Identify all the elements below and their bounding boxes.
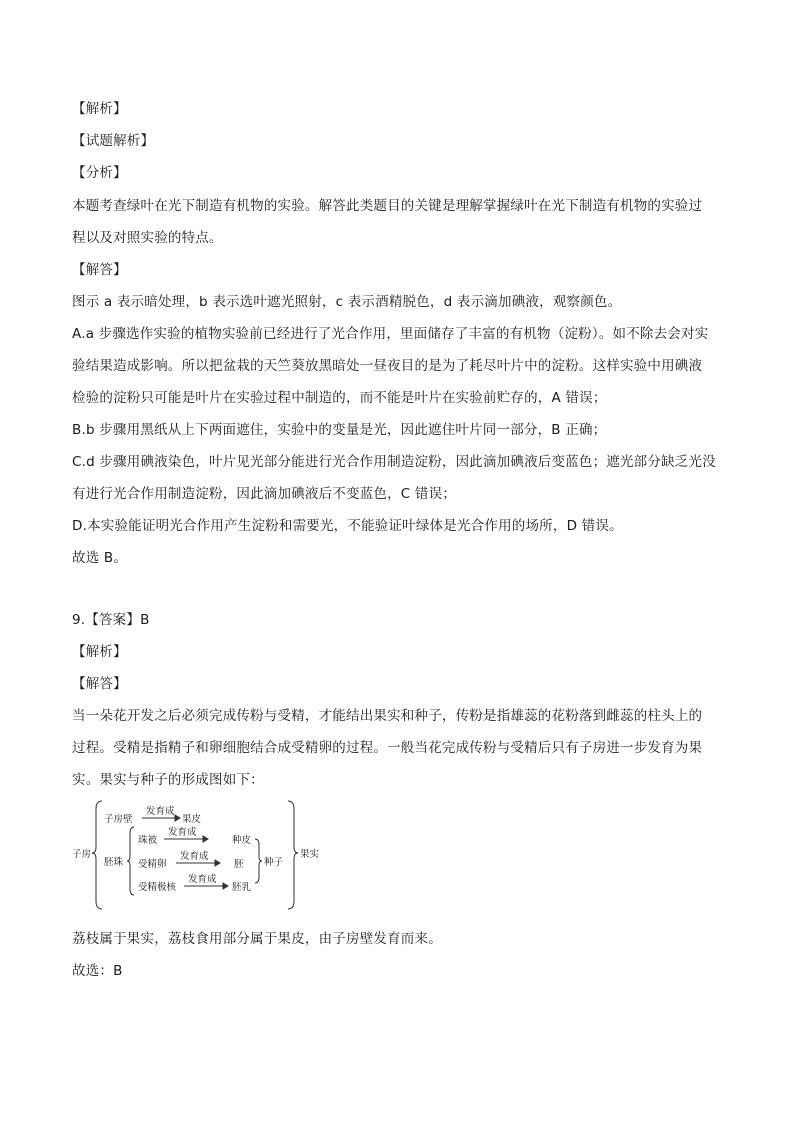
fruit-seed-formation-diagram <box>72 797 332 913</box>
diagram-zygote: 受精卵 <box>138 859 167 870</box>
section-heading-jieda: 【解答】 <box>72 676 127 692</box>
option-c-line: 有进行光合作用制造淀粉，因此滴加碘液后不变蓝色，C 错误； <box>72 486 457 502</box>
section-heading-jieda: 【解答】 <box>72 262 127 278</box>
option-a-line: 验结果造成影响。所以把盆栽的天竺葵放黑暗处一昼夜目的是为了耗尽叶片中的淀粉。这样实验中用碘液 <box>72 358 703 374</box>
option-b-line: B.b 步骤用黑纸从上下两面遮住，实验中的变量是光，因此遮住叶片同一部分，B 正确； <box>72 422 607 438</box>
section-heading-fenxi: 【分析】 <box>72 165 127 181</box>
diagram-develops-into: 发育成 <box>146 806 175 817</box>
section-heading-shiti-jiexi: 【试题解析】 <box>72 133 155 149</box>
diagram-polar-nuclei: 受精极核 <box>138 882 177 893</box>
diagram-endosperm: 胚乳 <box>232 882 252 893</box>
diagram-seed: 种子 <box>264 857 284 868</box>
option-a-line: A.a 步骤选作实验的植物实验前已经进行了光合作用，里面储存了丰富的有机物（淀粉）。如不除去会对实 <box>72 326 709 342</box>
diagram-develops-into: 发育成 <box>168 827 197 838</box>
answer-text-line: 图示 a 表示暗处理，b 表示选叶遮光照射，c 表示酒精脱色，d 表示滴加碘液，观察颜色。 <box>72 294 622 310</box>
diagram-develops-into: 发育成 <box>180 851 209 862</box>
conclusion-text: 故选 B。 <box>72 550 128 566</box>
analysis-text-line: 本题考查绿叶在光下制造有机物的实验。解答此类题目的关键是理解掌握绿叶在光下制造有机物的实验过 <box>72 198 703 214</box>
answer-text-line: 实。果实与种子的形成图如下： <box>72 772 264 788</box>
diagram-ovule: 胚珠 <box>104 857 124 868</box>
diagram-fruit: 果实 <box>300 849 320 860</box>
question-9-answer: 9.【答案】B <box>72 612 150 628</box>
answer-text-line: 荔枝属于果实，荔枝食用部分属于果皮，由子房壁发育而来。 <box>72 931 442 947</box>
diagram-develops-into: 发育成 <box>188 874 217 885</box>
diagram-integument: 珠被 <box>138 835 158 846</box>
conclusion-text: 故选：B <box>72 963 123 979</box>
diagram-ovary: 子房 <box>72 849 92 860</box>
option-c-line: C.d 步骤用碘液染色，叶片见光部分能进行光合作用制造淀粉，因此滴加碘液后变蓝色；遮光部分缺乏光没 <box>72 454 716 470</box>
diagram-seed-coat: 种皮 <box>232 835 252 846</box>
answer-text-line: 当一朵花开发之后必须完成传粉与受精，才能结出果实和种子，传粉是指雄蕊的花粉落到雌蕊的柱头上的 <box>72 708 703 724</box>
section-heading-jiexi: 【解析】 <box>72 101 127 117</box>
diagram-ovary-wall: 子房壁 <box>104 814 133 825</box>
diagram-embryo: 胚 <box>234 859 244 870</box>
diagram-pericarp: 果皮 <box>182 814 202 825</box>
answer-text-line: 过程。受精是指精子和卵细胞结合成受精卵的过程。一般当花完成传粉与受精后只有子房进一步发育为果 <box>72 740 703 756</box>
section-heading-jiexi: 【解析】 <box>72 644 127 660</box>
analysis-text-line: 程以及对照实验的特点。 <box>72 230 223 246</box>
option-d-line: D.本实验能证明光合作用产生淀粉和需要光，不能验证叶绿体是光合作用的场所，D 错误。 <box>72 518 623 534</box>
option-a-line: 检验的淀粉只可能是叶片在实验过程中制造的，而不能是叶片在实验前贮存的，A 错误； <box>72 390 607 406</box>
